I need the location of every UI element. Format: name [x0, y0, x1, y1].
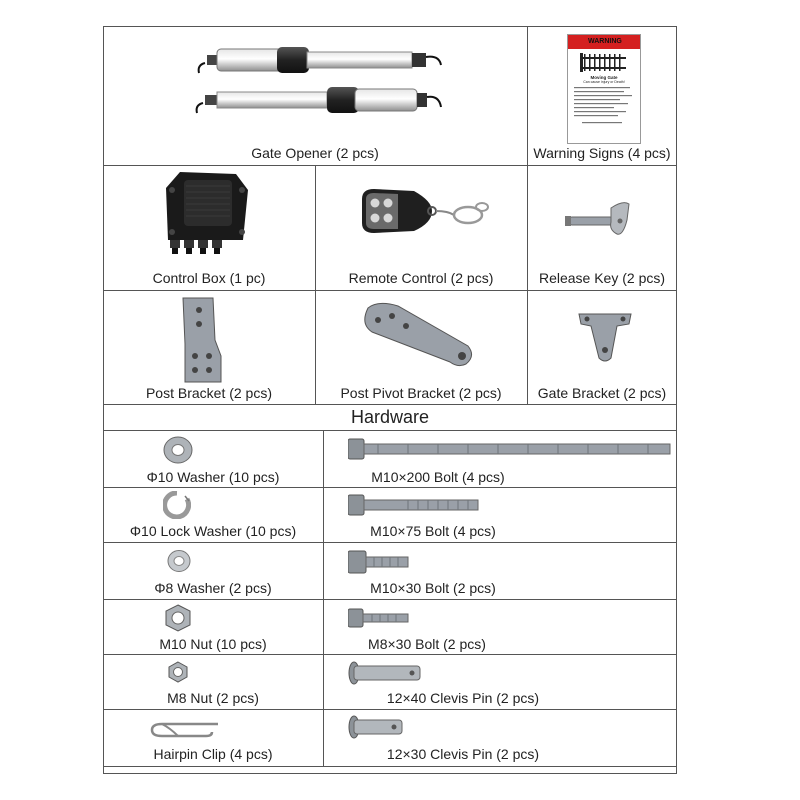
washer-8-icon	[166, 548, 192, 574]
release-key-image	[565, 198, 635, 243]
release-key-label: Release Key (2 pcs)	[538, 270, 666, 286]
lock-washer-label: Φ10 Lock Washer (10 pcs)	[129, 523, 297, 539]
post-pivot-bracket-label: Post Pivot Bracket (2 pcs)	[340, 385, 502, 401]
warning-sign-image	[567, 34, 641, 144]
remote-control-image	[358, 185, 498, 240]
gate-bracket-image	[575, 306, 635, 366]
nut-m10-icon	[163, 603, 193, 633]
row-divider	[103, 654, 677, 655]
nut-m8-icon	[166, 660, 190, 684]
row-divider	[103, 542, 677, 543]
hardware-title: Hardware	[350, 407, 430, 427]
lock-washer-icon	[163, 491, 191, 519]
control-box-label: Control Box (1 pc)	[152, 270, 266, 286]
row-divider	[103, 404, 677, 405]
row-divider	[103, 430, 677, 431]
hairpin-clip-icon	[148, 716, 220, 742]
row-divider	[103, 599, 677, 600]
warning-sign-subheading: Can cause injury or Death!	[583, 80, 625, 84]
col-divider	[527, 26, 528, 404]
warning-sign-fine-print	[568, 84, 640, 134]
bolt-m8x30-label: M8×30 Bolt (2 pcs)	[368, 636, 486, 652]
bolt-m10x200-icon	[348, 436, 672, 462]
nut-m10-label: M10 Nut (10 pcs)	[159, 636, 267, 652]
clevis-pin-12x30-label: 12×30 Clevis Pin (2 pcs)	[386, 746, 540, 762]
bolt-m8x30-icon	[348, 606, 410, 630]
row-divider	[103, 290, 677, 291]
washer-8-label: Φ8 Washer (2 pcs)	[154, 580, 272, 596]
clevis-pin-12x40-icon	[348, 660, 424, 686]
bolt-m10x75-label: M10×75 Bolt (4 pcs)	[370, 523, 496, 539]
washer-10-icon	[162, 435, 194, 465]
bolt-m10x200-label: M10×200 Bolt (4 pcs)	[371, 469, 505, 485]
remote-control-label: Remote Control (2 pcs)	[348, 270, 494, 286]
clevis-pin-12x30-icon	[348, 714, 406, 740]
clevis-pin-12x40-label: 12×40 Clevis Pin (2 pcs)	[386, 690, 540, 706]
post-bracket-label: Post Bracket (2 pcs)	[145, 385, 273, 401]
bolt-m10x75-icon	[348, 492, 480, 518]
bolt-m10x30-label: M10×30 Bolt (2 pcs)	[370, 580, 496, 596]
warning-sign-header: WARNING	[568, 35, 640, 49]
hairpin-clip-label: Hairpin Clip (4 pcs)	[153, 746, 273, 762]
row-divider	[103, 165, 677, 166]
post-pivot-bracket-image	[358, 300, 478, 370]
post-bracket-image	[175, 296, 225, 386]
warning-sign-heading: Moving Gate	[590, 75, 618, 80]
control-box-image	[158, 170, 253, 260]
bolt-m10x30-icon	[348, 548, 410, 576]
gate-opener-image	[195, 35, 445, 125]
row-divider	[103, 487, 677, 488]
gate-opener-label: Gate Opener (2 pcs)	[251, 145, 379, 161]
row-divider	[103, 709, 677, 710]
washer-10-label: Φ10 Washer (10 pcs)	[146, 469, 280, 485]
row-divider	[103, 766, 677, 767]
nut-m8-label: M8 Nut (2 pcs)	[167, 690, 259, 706]
gate-bracket-label: Gate Bracket (2 pcs)	[537, 385, 667, 401]
gate-icon	[568, 49, 640, 75]
warning-signs-label: Warning Signs (4 pcs)	[533, 145, 671, 161]
